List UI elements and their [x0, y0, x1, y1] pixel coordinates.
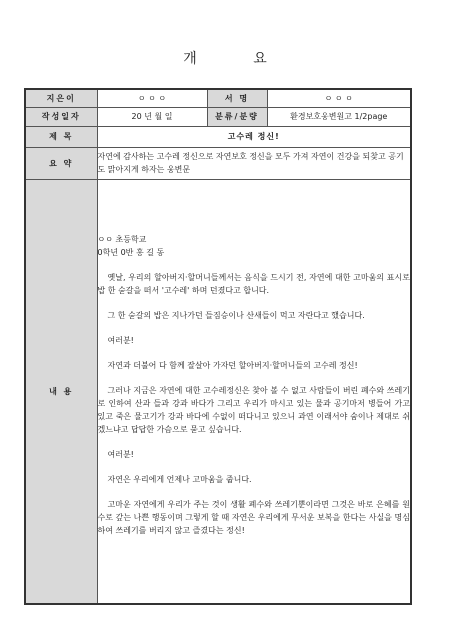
- author-label: 지은이: [25, 89, 97, 107]
- content-paragraph: 자연과 더불어 다 함께 잘살아 가자던 할아버지·할머니들의 고수레 정신!: [107, 361, 358, 371]
- subject-label: 제 목: [25, 126, 97, 147]
- summary-text: 자연에 감사하는 고수레 정신으로 자연보호 정신을 모두 가져 자연이 건강을 되찾고 공기도 맑아지게 하자는 웅변문: [97, 147, 411, 179]
- content-paragraph: 그러나 지금은 자연에 대한 고수레정신은 찾아 볼 수 없고 사람들이 버린 폐수와 쓰레기로 인하여 산과 들과 강과 바다가 그리고 우리가 마시고 있는 물과 공기마저 병들어 가고 있고 죽은 물고기가 강과 바다에 수없이 떠다니고 있으니 과연 이래서야 숨이나 제대로 쉬겠느냐고 답답한 가슴으로 묻고 싶습니다.: [97, 386, 410, 435]
- content-paragraph: 그 한 숟갈의 밥은 지나가던 들짐승이나 산새들이 먹고 자란다고 했습니다.: [107, 311, 365, 321]
- signature-label: 서 명: [207, 89, 267, 107]
- category-value: 환경보호웅변원고 1/2page: [267, 107, 411, 126]
- content-paragraph: 고마운 자연에게 우리가 주는 것이 생활 폐수와 쓰레기뿐이라면 그것은 바로 은혜를 원수로 갚는 나쁜 행동이며 그렇게 할 때 자연은 우리에게 무서운 보복을 한다는 사실을 명심하여 쓰레기를 버리지 않고 즐겼다는 정신!: [97, 500, 410, 536]
- content-paragraph: 여러분!: [107, 336, 134, 346]
- student-name: 0학년 0반 홍 길 동: [97, 248, 165, 258]
- content-body: [97, 179, 411, 604]
- overview-form: [24, 88, 412, 605]
- date-label: 작성일자: [25, 107, 97, 126]
- school-name: ㅇㅇ 초등학교: [97, 235, 147, 245]
- date-value: 20 년 월 일: [97, 107, 207, 126]
- content-paragraph: 옛날, 우리의 할아버지·할머니들께서는 음식을 드시기 전, 자연에 대한 고마움의 표시로 밥 한 숟갈을 떠서 '고수레' 하며 던졌다고 합니다.: [97, 273, 410, 296]
- content-label: 내 용: [25, 179, 97, 604]
- signature-value: ㅇ ㅇ ㅇ: [267, 89, 411, 107]
- summary-label: 요 약: [25, 147, 97, 179]
- subject-value: 고수레 정신!: [97, 126, 411, 147]
- document-title: 개 요: [183, 51, 293, 67]
- content-paragraph: 여러분!: [107, 450, 134, 460]
- category-label: 분류/분량: [207, 107, 267, 126]
- content-paragraph: 자연은 우리에게 언제나 고마움을 줍니다.: [107, 475, 252, 485]
- author-value: ㅇ ㅇ ㅇ: [97, 89, 207, 107]
